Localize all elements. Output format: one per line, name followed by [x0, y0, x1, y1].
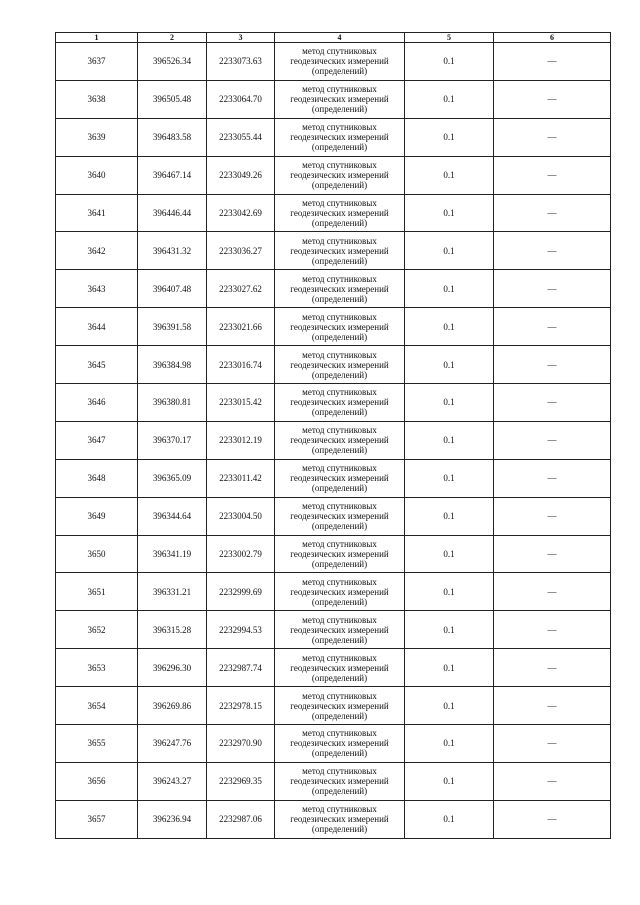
note-cell: — [494, 573, 611, 611]
method-cell [275, 270, 405, 308]
table-row [56, 762, 611, 800]
x-coordinate-cell: 396315.28 [138, 611, 207, 649]
x-coordinate-cell: 396331.21 [138, 573, 207, 611]
note-cell: — [494, 459, 611, 497]
method-line: метод спутниковых [302, 804, 377, 815]
point-number-cell: 3638 [56, 80, 138, 118]
x-coordinate-cell: 396236.94 [138, 800, 207, 838]
y-coordinate-cell: 2233055.44 [207, 118, 275, 156]
header-col-2: 2 [138, 33, 207, 43]
method-cell [275, 725, 405, 763]
x-coordinate-cell: 396483.58 [138, 118, 207, 156]
table-row [56, 270, 611, 308]
note-cell: — [494, 725, 611, 763]
header-col-5: 5 [405, 33, 494, 43]
method-line: геодезических измерений [290, 776, 389, 787]
method-line: (определений) [311, 255, 368, 266]
x-coordinate-cell: 396446.44 [138, 194, 207, 232]
accuracy-cell: 0.1 [405, 156, 494, 194]
method-line: геодезических измерений [290, 283, 389, 294]
method-line: геодезических измерений [290, 511, 389, 522]
accuracy-cell: 0.1 [405, 535, 494, 573]
method-line: метод спутниковых [302, 501, 377, 512]
note-cell: — [494, 762, 611, 800]
method-line: метод спутниковых [302, 349, 377, 360]
accuracy-cell: 0.1 [405, 232, 494, 270]
x-coordinate-cell: 396365.09 [138, 459, 207, 497]
accuracy-cell: 0.1 [405, 80, 494, 118]
table-row [56, 194, 611, 232]
method-cell [275, 80, 405, 118]
y-coordinate-cell: 2232999.69 [207, 573, 275, 611]
method-line: метод спутниковых [302, 690, 377, 701]
method-line: метод спутниковых [302, 387, 377, 398]
method-line: метод спутниковых [302, 614, 377, 625]
method-line: геодезических измерений [290, 738, 389, 749]
table-row [56, 497, 611, 535]
coordinates-table [55, 32, 611, 839]
point-number-cell: 3642 [56, 232, 138, 270]
table-row [56, 687, 611, 725]
note-cell: — [494, 270, 611, 308]
point-number-cell: 3648 [56, 459, 138, 497]
method-line: (определений) [311, 710, 368, 721]
method-line: метод спутниковых [302, 235, 377, 246]
method-line: геодезических измерений [290, 359, 389, 370]
method-line: (определений) [311, 672, 368, 683]
y-coordinate-cell: 2233036.27 [207, 232, 275, 270]
accuracy-cell: 0.1 [405, 118, 494, 156]
y-coordinate-cell: 2232978.15 [207, 687, 275, 725]
method-line: геодезических измерений [290, 170, 389, 181]
accuracy-cell: 0.1 [405, 459, 494, 497]
y-coordinate-cell: 2233021.66 [207, 308, 275, 346]
method-line: геодезических измерений [290, 208, 389, 218]
y-coordinate-cell: 2233011.42 [207, 459, 275, 497]
method-line: геодезических измерений [290, 94, 389, 105]
header-col-1: 1 [56, 33, 138, 43]
point-number-cell: 3640 [56, 156, 138, 194]
method-cell [275, 762, 405, 800]
method-line: (определений) [311, 218, 368, 228]
y-coordinate-cell: 2233016.74 [207, 346, 275, 384]
method-line: геодезических измерений [290, 435, 389, 446]
method-cell [275, 43, 405, 81]
accuracy-cell: 0.1 [405, 649, 494, 687]
y-coordinate-cell: 2232970.90 [207, 725, 275, 763]
method-cell [275, 194, 405, 232]
method-line: (определений) [311, 142, 368, 153]
point-number-cell: 3649 [56, 497, 138, 535]
y-coordinate-cell: 2232987.74 [207, 649, 275, 687]
method-cell [275, 649, 405, 687]
note-cell: — [494, 43, 611, 81]
header-col-6: 6 [494, 33, 611, 43]
method-line: геодезических измерений [290, 56, 389, 67]
method-line: геодезических измерений [290, 132, 389, 143]
method-line: метод спутниковых [302, 463, 377, 474]
method-cell [275, 497, 405, 535]
method-cell [275, 421, 405, 459]
table-body [56, 43, 611, 839]
note-cell: — [494, 308, 611, 346]
x-coordinate-cell: 396467.14 [138, 156, 207, 194]
note-cell: — [494, 194, 611, 232]
header-col-3: 3 [207, 33, 275, 43]
table-row [56, 232, 611, 270]
note-cell: — [494, 649, 611, 687]
y-coordinate-cell: 2233042.69 [207, 194, 275, 232]
accuracy-cell: 0.1 [405, 384, 494, 422]
method-line: (определений) [311, 596, 368, 607]
point-number-cell: 3651 [56, 573, 138, 611]
accuracy-cell: 0.1 [405, 725, 494, 763]
accuracy-cell: 0.1 [405, 762, 494, 800]
note-cell: — [494, 118, 611, 156]
accuracy-cell: 0.1 [405, 611, 494, 649]
method-cell [275, 800, 405, 838]
note-cell: — [494, 611, 611, 649]
method-cell [275, 573, 405, 611]
method-line: (определений) [311, 331, 368, 342]
method-line: геодезических измерений [290, 814, 389, 825]
point-number-cell: 3647 [56, 421, 138, 459]
method-line: (определений) [311, 824, 368, 835]
table-row [56, 649, 611, 687]
table-row [56, 800, 611, 838]
method-line: (определений) [311, 104, 368, 115]
point-number-cell: 3650 [56, 535, 138, 573]
note-cell: — [494, 687, 611, 725]
table-row [56, 308, 611, 346]
note-cell: — [494, 497, 611, 535]
y-coordinate-cell: 2232994.53 [207, 611, 275, 649]
method-line: метод спутниковых [302, 766, 377, 777]
method-cell [275, 535, 405, 573]
method-line: (определений) [311, 293, 368, 304]
note-cell: — [494, 346, 611, 384]
table-row [56, 535, 611, 573]
x-coordinate-cell: 396384.98 [138, 346, 207, 384]
method-line: (определений) [311, 407, 368, 418]
note-cell: — [494, 535, 611, 573]
x-coordinate-cell: 396407.48 [138, 270, 207, 308]
point-number-cell: 3637 [56, 43, 138, 81]
method-line: геодезических измерений [290, 586, 389, 597]
method-line: геодезических измерений [290, 321, 389, 332]
x-coordinate-cell: 396431.32 [138, 232, 207, 270]
method-line: (определений) [311, 559, 368, 570]
x-coordinate-cell: 396247.76 [138, 725, 207, 763]
note-cell: — [494, 232, 611, 270]
table-row [56, 156, 611, 194]
x-coordinate-cell: 396505.48 [138, 80, 207, 118]
accuracy-cell: 0.1 [405, 573, 494, 611]
y-coordinate-cell: 2233064.70 [207, 80, 275, 118]
method-line: метод спутниковых [302, 160, 377, 171]
table-row [56, 459, 611, 497]
method-line: геодезических измерений [290, 662, 389, 673]
method-line: (определений) [311, 634, 368, 645]
y-coordinate-cell: 2233004.50 [207, 497, 275, 535]
method-cell [275, 611, 405, 649]
method-cell [275, 384, 405, 422]
method-line: (определений) [311, 748, 368, 759]
x-coordinate-cell: 396344.64 [138, 497, 207, 535]
method-line: (определений) [311, 521, 368, 532]
table-header [56, 33, 611, 43]
table-row [56, 384, 611, 422]
accuracy-cell: 0.1 [405, 43, 494, 81]
table-row [56, 346, 611, 384]
document-page [55, 32, 610, 839]
method-cell [275, 346, 405, 384]
method-line: метод спутниковых [302, 311, 377, 322]
accuracy-cell: 0.1 [405, 308, 494, 346]
table-row [56, 118, 611, 156]
table-row [56, 80, 611, 118]
x-coordinate-cell: 396370.17 [138, 421, 207, 459]
method-line: метод спутниковых [302, 576, 377, 587]
note-cell: — [494, 384, 611, 422]
method-line: метод спутниковых [302, 198, 377, 208]
y-coordinate-cell: 2233027.62 [207, 270, 275, 308]
point-number-cell: 3644 [56, 308, 138, 346]
header-col-4: 4 [275, 33, 405, 43]
point-number-cell: 3646 [56, 384, 138, 422]
method-cell [275, 232, 405, 270]
point-number-cell: 3643 [56, 270, 138, 308]
method-cell [275, 459, 405, 497]
method-line: геодезических измерений [290, 397, 389, 408]
y-coordinate-cell: 2233073.63 [207, 43, 275, 81]
table-row [56, 611, 611, 649]
method-line: геодезических измерений [290, 700, 389, 711]
accuracy-cell: 0.1 [405, 497, 494, 535]
x-coordinate-cell: 396526.34 [138, 43, 207, 81]
method-line: метод спутниковых [302, 84, 377, 95]
method-cell [275, 687, 405, 725]
x-coordinate-cell: 396341.19 [138, 535, 207, 573]
point-number-cell: 3641 [56, 194, 138, 232]
method-line: (определений) [311, 786, 368, 797]
table-row [56, 421, 611, 459]
method-line: геодезических измерений [290, 245, 389, 256]
accuracy-cell: 0.1 [405, 194, 494, 232]
method-line: (определений) [311, 483, 368, 494]
table-row [56, 725, 611, 763]
point-number-cell: 3654 [56, 687, 138, 725]
y-coordinate-cell: 2233002.79 [207, 535, 275, 573]
method-line: метод спутниковых [302, 46, 377, 57]
point-number-cell: 3655 [56, 725, 138, 763]
method-line: метод спутниковых [302, 539, 377, 550]
point-number-cell: 3652 [56, 611, 138, 649]
note-cell: — [494, 800, 611, 838]
method-line: (определений) [311, 369, 368, 380]
y-coordinate-cell: 2232969.35 [207, 762, 275, 800]
method-cell [275, 156, 405, 194]
method-line: метод спутниковых [302, 273, 377, 284]
x-coordinate-cell: 396391.58 [138, 308, 207, 346]
note-cell: — [494, 156, 611, 194]
method-cell [275, 308, 405, 346]
accuracy-cell: 0.1 [405, 800, 494, 838]
accuracy-cell: 0.1 [405, 421, 494, 459]
method-cell [275, 118, 405, 156]
note-cell: — [494, 80, 611, 118]
point-number-cell: 3656 [56, 762, 138, 800]
accuracy-cell: 0.1 [405, 687, 494, 725]
point-number-cell: 3645 [56, 346, 138, 384]
x-coordinate-cell: 396296.30 [138, 649, 207, 687]
method-line: метод спутниковых [302, 122, 377, 133]
y-coordinate-cell: 2233015.42 [207, 384, 275, 422]
point-number-cell: 3639 [56, 118, 138, 156]
y-coordinate-cell: 2233049.26 [207, 156, 275, 194]
method-line: (определений) [311, 180, 368, 191]
point-number-cell: 3653 [56, 649, 138, 687]
method-line: геодезических измерений [290, 549, 389, 560]
x-coordinate-cell: 396269.86 [138, 687, 207, 725]
method-line: геодезических измерений [290, 624, 389, 635]
table-row [56, 573, 611, 611]
header-row [56, 33, 611, 43]
method-line: (определений) [311, 66, 368, 77]
method-line: метод спутниковых [302, 728, 377, 739]
y-coordinate-cell: 2232987.06 [207, 800, 275, 838]
table-row [56, 43, 611, 81]
note-cell: — [494, 421, 611, 459]
accuracy-cell: 0.1 [405, 270, 494, 308]
y-coordinate-cell: 2233012.19 [207, 421, 275, 459]
method-line: (определений) [311, 445, 368, 456]
accuracy-cell: 0.1 [405, 346, 494, 384]
x-coordinate-cell: 396243.27 [138, 762, 207, 800]
x-coordinate-cell: 396380.81 [138, 384, 207, 422]
method-line: геодезических измерений [290, 473, 389, 484]
method-line: метод спутниковых [302, 652, 377, 663]
point-number-cell: 3657 [56, 800, 138, 838]
method-line: метод спутниковых [302, 425, 377, 436]
